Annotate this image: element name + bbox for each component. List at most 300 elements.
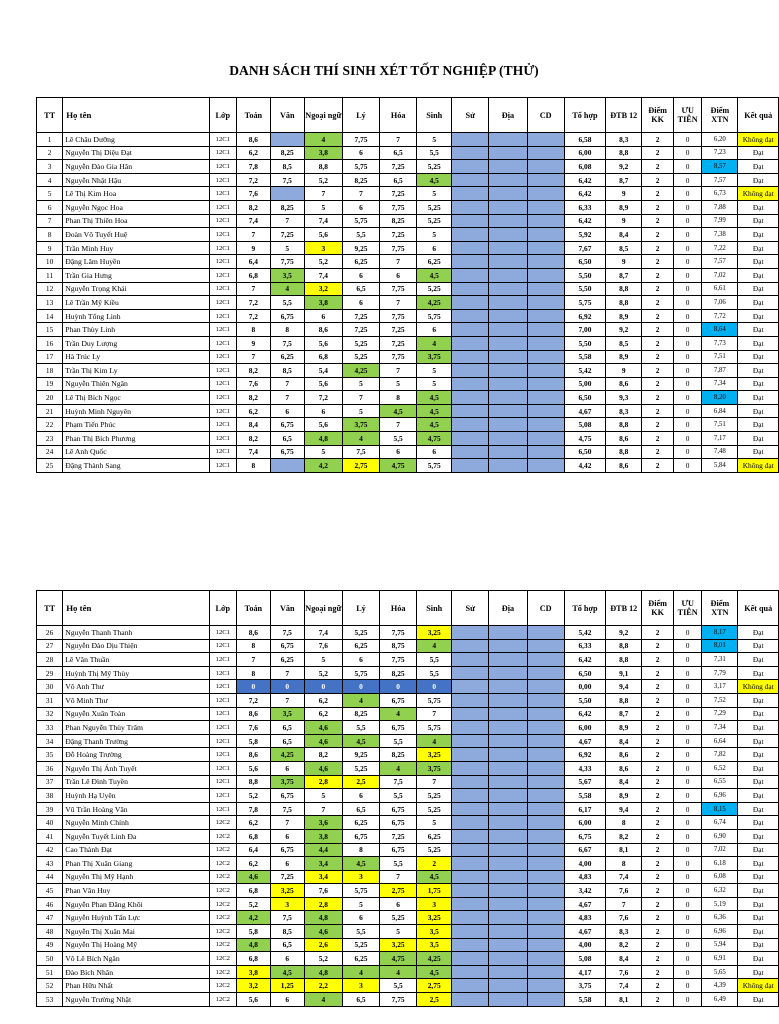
cell-diem-kk: 2: [642, 666, 674, 680]
cell-su: [452, 432, 489, 446]
cell-hoa: 6,75: [380, 843, 417, 857]
cell-su: [452, 296, 489, 310]
cell-ngoai-ngu: 4,6: [304, 734, 342, 748]
student-row: [37, 146, 779, 160]
student-row: [37, 979, 779, 993]
cell-dtb12: 9: [606, 255, 642, 269]
cell-diem-kk: 2: [642, 965, 674, 979]
cell-ngoai-ngu: 5: [304, 789, 342, 803]
cell-uu-tien: 0: [673, 925, 701, 939]
cell-cd: [527, 377, 564, 391]
cell-dtb12: 8,1: [606, 993, 642, 1007]
cell-su: [452, 816, 489, 830]
header-hoa: Hóa: [380, 591, 417, 626]
cell-diem-kk: 2: [642, 748, 674, 762]
header-row: [37, 591, 779, 626]
cell-ly: 4: [342, 432, 379, 446]
cell-tt: 16: [37, 336, 63, 350]
cell-hoa: 7,25: [380, 336, 417, 350]
cell-to-hop: 6,50: [564, 666, 606, 680]
cell-name: Nguyễn Đào Dịu Thiện: [63, 639, 209, 653]
cell-ly: 5,75: [342, 160, 379, 174]
cell-ly: 5,5: [342, 925, 379, 939]
cell-ket-qua: Đạt: [738, 843, 779, 857]
student-row: [37, 445, 779, 459]
cell-ngoai-ngu: 7,6: [304, 884, 342, 898]
cell-ly: 5,25: [342, 336, 379, 350]
cell-su: [452, 160, 489, 174]
cell-dia: [489, 653, 527, 667]
cell-dia: [489, 680, 527, 694]
cell-tt: 19: [37, 377, 63, 391]
cell-diem-kk: 2: [642, 377, 674, 391]
cell-to-hop: 6,42: [564, 214, 606, 228]
cell-name: Lê Thị Kim Hoa: [63, 187, 209, 201]
header-dtb12: ĐTB 12: [606, 98, 642, 133]
cell-tt: 32: [37, 707, 63, 721]
cell-lop: 12C1: [209, 721, 236, 735]
cell-dia: [489, 925, 527, 939]
cell-cd: [527, 228, 564, 242]
cell-cd: [527, 925, 564, 939]
cell-name: Võ Minh Thư: [63, 693, 209, 707]
cell-su: [452, 639, 489, 653]
cell-sinh: 4,25: [417, 952, 452, 966]
cell-hoa: 6: [380, 897, 417, 911]
cell-hoa: 4: [380, 707, 417, 721]
cell-ly: 6: [342, 296, 379, 310]
cell-diem-xtn: 6,52: [702, 761, 738, 775]
cell-dia: [489, 296, 527, 310]
cell-sinh: 5,25: [417, 282, 452, 296]
cell-ly: 6: [342, 146, 379, 160]
cell-uu-tien: 0: [673, 816, 701, 830]
cell-lop: 12C1: [209, 282, 236, 296]
cell-name: Huỳnh Hạ Uyên: [63, 789, 209, 803]
cell-dia: [489, 938, 527, 952]
cell-uu-tien: 0: [673, 884, 701, 898]
cell-dtb12: 8,9: [606, 309, 642, 323]
cell-van: 0: [270, 680, 304, 694]
cell-lop: 12C1: [209, 228, 236, 242]
cell-van: 1,25: [270, 979, 304, 993]
cell-sinh: 5,5: [417, 146, 452, 160]
cell-su: [452, 748, 489, 762]
cell-dia: [489, 829, 527, 843]
cell-dia: [489, 816, 527, 830]
cell-diem-kk: 2: [642, 816, 674, 830]
cell-ngoai-ngu: 6: [304, 404, 342, 418]
cell-ngoai-ngu: 5,2: [304, 666, 342, 680]
cell-diem-kk: 2: [642, 133, 674, 147]
cell-sinh: 4,5: [417, 965, 452, 979]
cell-diem-xtn: 6,36: [702, 911, 738, 925]
cell-ly: 5,75: [342, 884, 379, 898]
cell-name: Võ Lê Bích Ngân: [63, 952, 209, 966]
cell-dtb12: 8,9: [606, 200, 642, 214]
cell-tt: 43: [37, 857, 63, 871]
cell-tt: 46: [37, 897, 63, 911]
student-row: [37, 789, 779, 803]
student-row: [37, 816, 779, 830]
cell-tt: 37: [37, 775, 63, 789]
cell-diem-kk: 2: [642, 952, 674, 966]
cell-to-hop: 6,50: [564, 255, 606, 269]
cell-su: [452, 364, 489, 378]
cell-ket-qua: Đạt: [738, 829, 779, 843]
cell-ngoai-ngu: 6,2: [304, 707, 342, 721]
cell-sinh: 5,75: [417, 459, 452, 473]
student-row: [37, 432, 779, 446]
cell-diem-kk: 2: [642, 336, 674, 350]
cell-cd: [527, 187, 564, 201]
student-row: [37, 323, 779, 337]
cell-ly: 9,25: [342, 748, 379, 762]
cell-ket-qua: Đạt: [738, 734, 779, 748]
cell-ket-qua: Không đạt: [738, 979, 779, 993]
cell-dia: [489, 200, 527, 214]
cell-name: Phan Thị Thiên Hoa: [63, 214, 209, 228]
cell-tt: 1: [37, 133, 63, 147]
cell-to-hop: 5,08: [564, 418, 606, 432]
cell-dia: [489, 459, 527, 473]
cell-sinh: 3,25: [417, 748, 452, 762]
cell-hoa: 5: [380, 925, 417, 939]
cell-cd: [527, 721, 564, 735]
cell-name: Trần Lê Đình Tuyền: [63, 775, 209, 789]
cell-ket-qua: Đạt: [738, 666, 779, 680]
cell-toan: 8,6: [236, 133, 270, 147]
cell-su: [452, 829, 489, 843]
cell-uu-tien: 0: [673, 228, 701, 242]
cell-name: Trần Minh Huy: [63, 241, 209, 255]
cell-diem-kk: 2: [642, 897, 674, 911]
cell-su: [452, 693, 489, 707]
cell-diem-kk: 2: [642, 459, 674, 473]
cell-to-hop: 4,67: [564, 897, 606, 911]
cell-cd: [527, 993, 564, 1007]
cell-sinh: 4: [417, 639, 452, 653]
cell-hoa: 5,5: [380, 734, 417, 748]
cell-ngoai-ngu: 5,4: [304, 364, 342, 378]
cell-uu-tien: 0: [673, 993, 701, 1007]
cell-diem-kk: 2: [642, 445, 674, 459]
student-row: [37, 404, 779, 418]
cell-toan: 7,6: [236, 721, 270, 735]
cell-diem-xtn: 6,64: [702, 734, 738, 748]
cell-dtb12: 8,9: [606, 789, 642, 803]
cell-cd: [527, 282, 564, 296]
cell-tt: 4: [37, 173, 63, 187]
cell-ly: 6,25: [342, 816, 379, 830]
cell-ngoai-ngu: 3,2: [304, 282, 342, 296]
cell-uu-tien: 0: [673, 432, 701, 446]
cell-cd: [527, 829, 564, 843]
cell-dia: [489, 146, 527, 160]
cell-sinh: 5: [417, 187, 452, 201]
cell-lop: 12C1: [209, 653, 236, 667]
cell-van: 7,5: [270, 911, 304, 925]
cell-su: [452, 459, 489, 473]
cell-cd: [527, 938, 564, 952]
cell-sinh: 3,75: [417, 350, 452, 364]
cell-van: 7: [270, 816, 304, 830]
cell-ngoai-ngu: 5: [304, 200, 342, 214]
cell-ngoai-ngu: 7,4: [304, 214, 342, 228]
cell-to-hop: 5,58: [564, 789, 606, 803]
cell-uu-tien: 0: [673, 843, 701, 857]
cell-tt: 12: [37, 282, 63, 296]
cell-lop: 12C2: [209, 870, 236, 884]
cell-su: [452, 857, 489, 871]
cell-tt: 51: [37, 965, 63, 979]
cell-diem-kk: 2: [642, 160, 674, 174]
cell-to-hop: 6,33: [564, 639, 606, 653]
cell-sinh: 5: [417, 377, 452, 391]
cell-ket-qua: Không đạt: [738, 680, 779, 694]
cell-name: Lê Trần Mỹ Kiều: [63, 296, 209, 310]
cell-toan: 8,2: [236, 391, 270, 405]
cell-cd: [527, 364, 564, 378]
cell-dia: [489, 952, 527, 966]
cell-lop: 12C1: [209, 187, 236, 201]
cell-name: Phan Nguyễn Thùy Trâm: [63, 721, 209, 735]
cell-ngoai-ngu: 4,8: [304, 911, 342, 925]
cell-to-hop: 7,67: [564, 241, 606, 255]
cell-dtb12: 7,4: [606, 979, 642, 993]
cell-ly: 6,25: [342, 639, 379, 653]
cell-tt: 24: [37, 445, 63, 459]
cell-uu-tien: 0: [673, 133, 701, 147]
cell-tt: 10: [37, 255, 63, 269]
cell-su: [452, 707, 489, 721]
cell-uu-tien: 0: [673, 653, 701, 667]
cell-hoa: 7,75: [380, 200, 417, 214]
cell-van: 6,75: [270, 445, 304, 459]
cell-ket-qua: Đạt: [738, 228, 779, 242]
cell-dtb12: 9,2: [606, 323, 642, 337]
cell-dia: [489, 404, 527, 418]
cell-su: [452, 843, 489, 857]
cell-su: [452, 133, 489, 147]
cell-name: Nguyễn Huỳnh Tấn Lực: [63, 911, 209, 925]
cell-sinh: 6: [417, 241, 452, 255]
cell-sinh: 4,5: [417, 870, 452, 884]
cell-toan: 7,2: [236, 309, 270, 323]
cell-dia: [489, 309, 527, 323]
cell-diem-xtn: 7,72: [702, 309, 738, 323]
cell-dia: [489, 336, 527, 350]
cell-dtb12: 8,1: [606, 843, 642, 857]
cell-toan: 8,6: [236, 707, 270, 721]
cell-su: [452, 680, 489, 694]
cell-tt: 49: [37, 938, 63, 952]
cell-ket-qua: Đạt: [738, 925, 779, 939]
cell-to-hop: 5,50: [564, 282, 606, 296]
header-cd: CD: [527, 98, 564, 133]
cell-dia: [489, 350, 527, 364]
cell-lop: 12C1: [209, 775, 236, 789]
student-row: [37, 282, 779, 296]
cell-van: 6: [270, 952, 304, 966]
header-ket-qua: Kết quả: [738, 98, 779, 133]
cell-ket-qua: Đạt: [738, 857, 779, 871]
cell-hoa: 8,25: [380, 666, 417, 680]
cell-diem-xtn: 7,22: [702, 241, 738, 255]
header-tt: TT: [37, 98, 63, 133]
cell-name: Nguyễn Đào Gia Hân: [63, 160, 209, 174]
cell-to-hop: 5,50: [564, 336, 606, 350]
cell-hoa: 7: [380, 870, 417, 884]
cell-ly: 8,25: [342, 173, 379, 187]
student-row: [37, 761, 779, 775]
cell-toan: 8,2: [236, 364, 270, 378]
cell-name: Nguyễn Tuyết Linh Đa: [63, 829, 209, 843]
cell-ngoai-ngu: 3,4: [304, 857, 342, 871]
cell-ngoai-ngu: 5,6: [304, 377, 342, 391]
cell-diem-kk: 2: [642, 323, 674, 337]
cell-toan: 6,2: [236, 146, 270, 160]
cell-dtb12: 8,8: [606, 639, 642, 653]
cell-diem-kk: 2: [642, 364, 674, 378]
cell-ket-qua: Không đạt: [738, 187, 779, 201]
cell-su: [452, 802, 489, 816]
cell-diem-xtn: 8,20: [702, 391, 738, 405]
cell-van: 6,25: [270, 350, 304, 364]
cell-ngoai-ngu: 4,8: [304, 432, 342, 446]
cell-lop: 12C1: [209, 200, 236, 214]
cell-toan: 7: [236, 653, 270, 667]
cell-sinh: 4,5: [417, 391, 452, 405]
cell-lop: 12C1: [209, 160, 236, 174]
cell-toan: 7: [236, 350, 270, 364]
cell-lop: 12C1: [209, 789, 236, 803]
cell-van: 6,5: [270, 432, 304, 446]
cell-uu-tien: 0: [673, 693, 701, 707]
cell-hoa: 8,25: [380, 748, 417, 762]
cell-name: Nguyễn Thị Hoàng Mỹ: [63, 938, 209, 952]
cell-ly: 2,5: [342, 775, 379, 789]
cell-sinh: 4,75: [417, 432, 452, 446]
cell-uu-tien: 0: [673, 721, 701, 735]
student-row: [37, 296, 779, 310]
header-cd: CD: [527, 591, 564, 626]
cell-lop: 12C2: [209, 965, 236, 979]
cell-to-hop: 5,42: [564, 364, 606, 378]
cell-diem-xtn: 5,84: [702, 459, 738, 473]
student-row: [37, 993, 779, 1007]
cell-diem-xtn: 7,17: [702, 432, 738, 446]
cell-diem-kk: 2: [642, 639, 674, 653]
cell-diem-xtn: 7,31: [702, 653, 738, 667]
cell-lop: 12C2: [209, 979, 236, 993]
cell-name: Nguyễn Minh Chính: [63, 816, 209, 830]
cell-ly: 6,25: [342, 952, 379, 966]
cell-ngoai-ngu: 4: [304, 993, 342, 1007]
student-row: [37, 843, 779, 857]
cell-name: Đoàn Võ Tuyết Huệ: [63, 228, 209, 242]
header-tt: TT: [37, 591, 63, 626]
cell-toan: 5,2: [236, 789, 270, 803]
cell-dia: [489, 993, 527, 1007]
cell-cd: [527, 680, 564, 694]
cell-to-hop: 5,50: [564, 693, 606, 707]
cell-sinh: 5,25: [417, 789, 452, 803]
cell-sinh: 2: [417, 857, 452, 871]
cell-toan: 6,8: [236, 952, 270, 966]
cell-dia: [489, 282, 527, 296]
cell-uu-tien: 0: [673, 296, 701, 310]
cell-van: 6: [270, 993, 304, 1007]
cell-lop: 12C2: [209, 938, 236, 952]
cell-hoa: 7,75: [380, 993, 417, 1007]
cell-tt: 36: [37, 761, 63, 775]
cell-cd: [527, 911, 564, 925]
cell-hoa: 2,75: [380, 884, 417, 898]
cell-ket-qua: Đạt: [738, 897, 779, 911]
cell-su: [452, 255, 489, 269]
cell-name: Lê Văn Thuần: [63, 653, 209, 667]
student-row: [37, 693, 779, 707]
cell-name: Trần Duy Lượng: [63, 336, 209, 350]
cell-diem-xtn: 7,23: [702, 146, 738, 160]
cell-sinh: 0: [417, 680, 452, 694]
cell-to-hop: 6,00: [564, 721, 606, 735]
cell-ly: 6,5: [342, 282, 379, 296]
student-row: [37, 639, 779, 653]
cell-dia: [489, 241, 527, 255]
cell-diem-kk: 2: [642, 761, 674, 775]
cell-tt: 45: [37, 884, 63, 898]
cell-diem-xtn: 7,34: [702, 721, 738, 735]
cell-sinh: 5: [417, 228, 452, 242]
cell-cd: [527, 255, 564, 269]
cell-sinh: 5: [417, 364, 452, 378]
cell-name: Nguyễn Nhật Hậu: [63, 173, 209, 187]
cell-toan: 8: [236, 639, 270, 653]
cell-lop: 12C1: [209, 323, 236, 337]
cell-sinh: 3: [417, 897, 452, 911]
cell-dtb12: 8,8: [606, 146, 642, 160]
cell-dia: [489, 418, 527, 432]
cell-van: 3,75: [270, 775, 304, 789]
student-row: [37, 391, 779, 405]
cell-cd: [527, 309, 564, 323]
cell-dia: [489, 911, 527, 925]
cell-dtb12: 8,6: [606, 432, 642, 446]
cell-uu-tien: 0: [673, 911, 701, 925]
cell-ngoai-ngu: 3,4: [304, 870, 342, 884]
cell-ly: 5: [342, 897, 379, 911]
student-row: [37, 268, 779, 282]
cell-hoa: 5,5: [380, 979, 417, 993]
cell-toan: 7,4: [236, 214, 270, 228]
cell-sinh: 5,25: [417, 843, 452, 857]
cell-ngoai-ngu: 8,6: [304, 323, 342, 337]
cell-dtb12: 8,4: [606, 228, 642, 242]
cell-lop: 12C1: [209, 173, 236, 187]
cell-lop: 12C1: [209, 761, 236, 775]
student-row: [37, 459, 779, 473]
cell-ket-qua: Đạt: [738, 146, 779, 160]
cell-to-hop: 6,08: [564, 160, 606, 174]
cell-ly: 6,5: [342, 993, 379, 1007]
cell-ly: 7: [342, 391, 379, 405]
cell-dia: [489, 734, 527, 748]
cell-diem-kk: 2: [642, 391, 674, 405]
cell-diem-xtn: 6,90: [702, 829, 738, 843]
cell-diem-kk: 2: [642, 200, 674, 214]
